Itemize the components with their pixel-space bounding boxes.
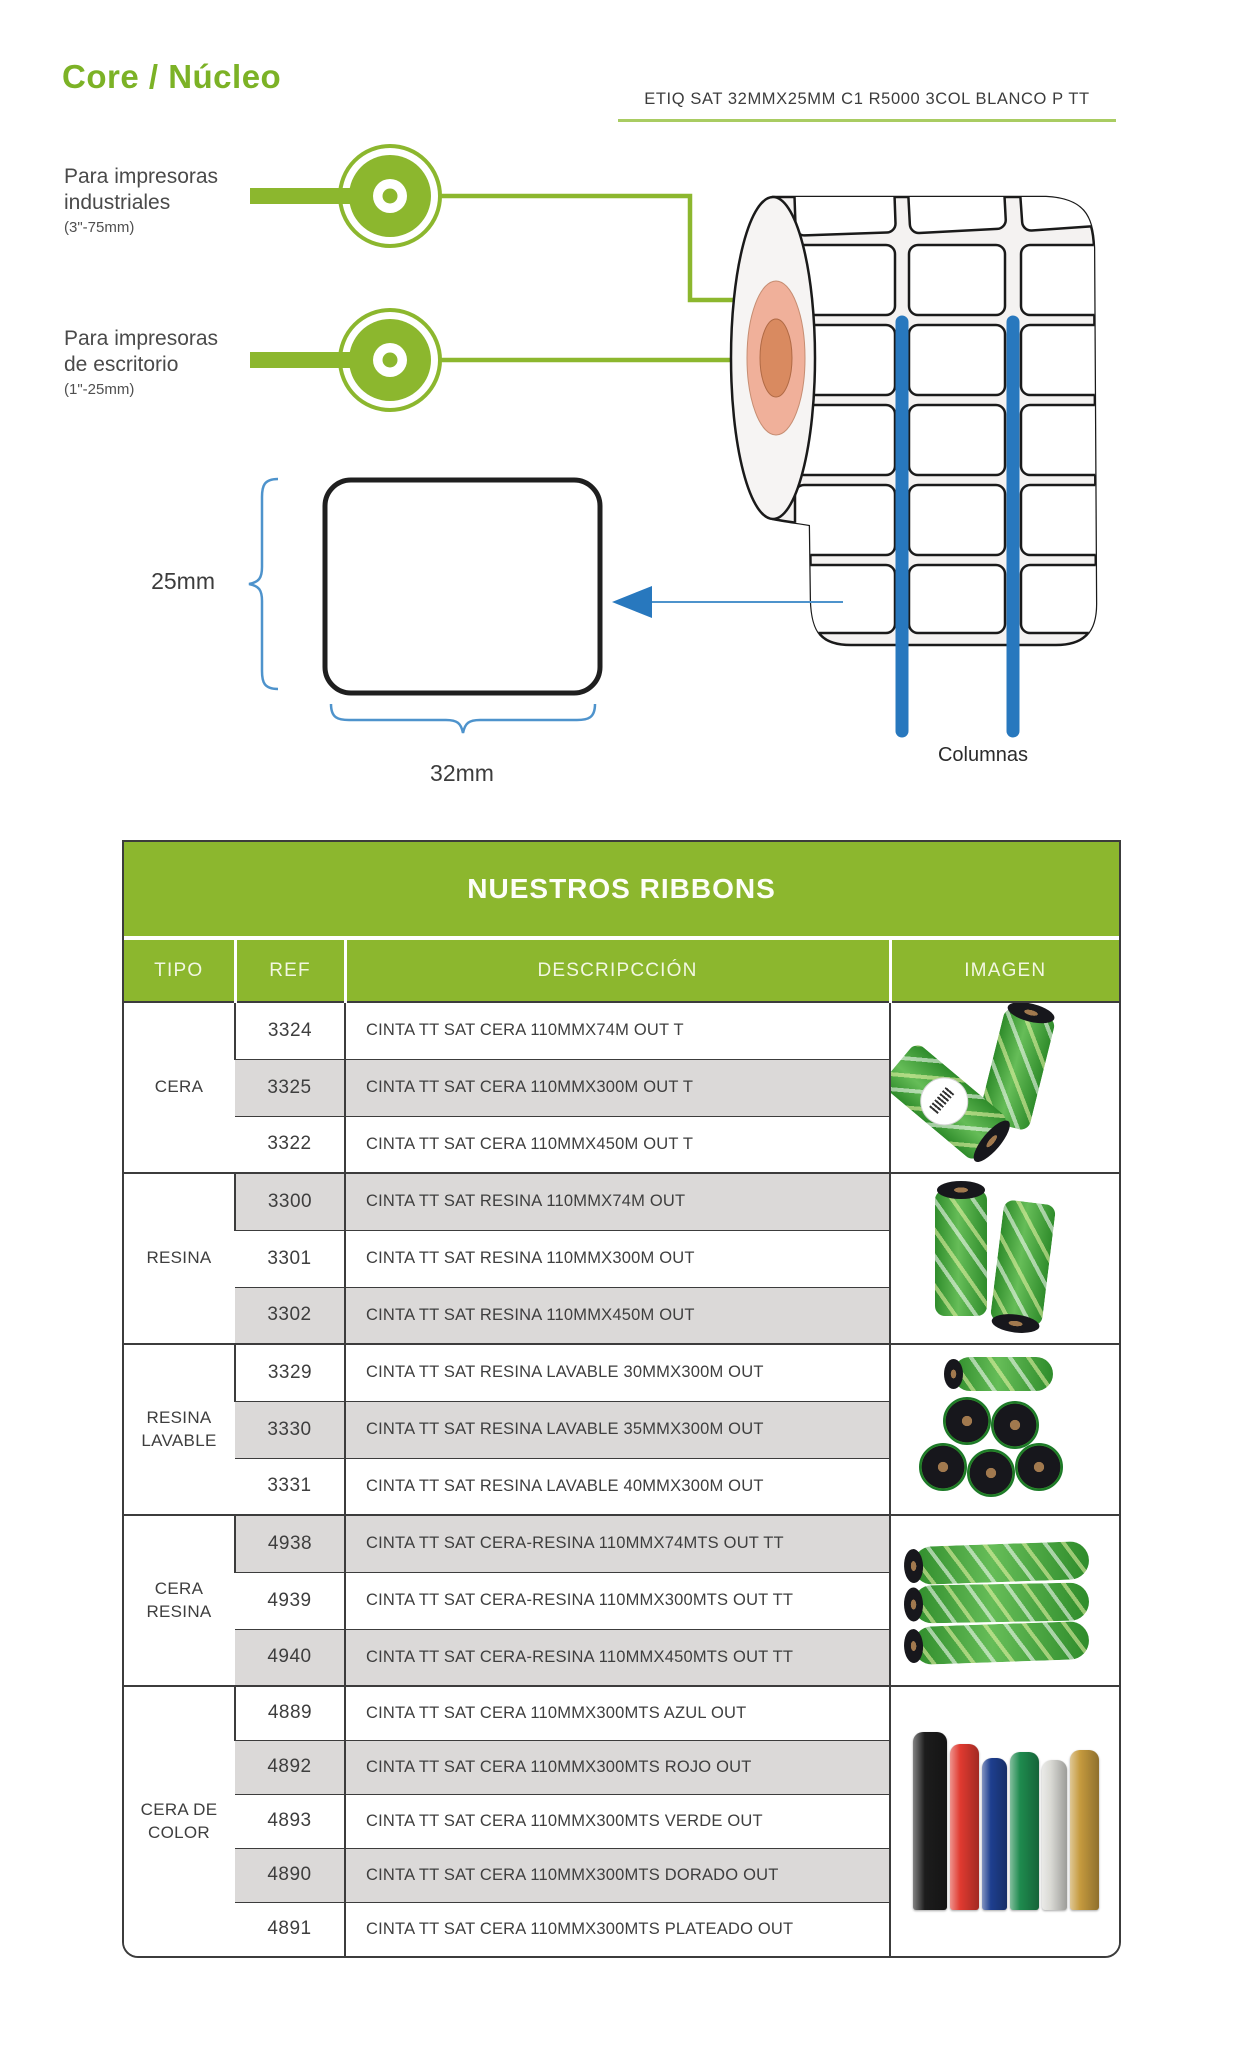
ribbon-roll — [990, 1199, 1056, 1326]
table-row — [124, 1002, 1119, 1059]
description-cell: CINTA TT SAT RESINA 110MMX450M OUT — [345, 1287, 890, 1344]
description-cell: CINTA TT SAT CERA-RESINA 110MMX74MTS OUT TT — [345, 1515, 890, 1572]
ref-cell: 3329 — [235, 1344, 345, 1401]
description-cell: CINTA TT SAT CERA 110MMX300MTS VERDE OUT — [345, 1794, 890, 1848]
cera-resina-rolls-photo — [891, 1516, 1119, 1685]
col-header-descripccion: DESCRIPCCIÓN — [345, 938, 890, 1002]
ref-cell: 3331 — [235, 1458, 345, 1515]
color-ribbon-cylinder — [982, 1758, 1007, 1910]
ref-cell: 4939 — [235, 1572, 345, 1629]
ribbons-table — [122, 840, 1121, 1958]
sample-label-outline — [325, 480, 600, 693]
unwind-arrow-icon — [612, 586, 843, 618]
width-brace — [331, 704, 595, 733]
ref-cell: 3330 — [235, 1401, 345, 1458]
tipo-group-cell: RESINA LAVABLE — [124, 1344, 235, 1515]
desktop-line1: Para impresoras — [64, 327, 219, 350]
desktop-line2: de escritorio — [64, 353, 179, 376]
imagen-cell — [890, 1173, 1119, 1344]
ribbon-roll-face — [943, 1397, 991, 1445]
color-ribbon-cylinder — [950, 1744, 979, 1910]
ref-cell: 3301 — [235, 1230, 345, 1287]
description-cell: CINTA TT SAT CERA 110MMX300MTS DORADO OUT — [345, 1848, 890, 1902]
industrial-size: (3"-75mm) — [64, 219, 135, 236]
description-cell: CINTA TT SAT CERA 110MMX74M OUT T — [345, 1002, 890, 1059]
ref-cell: 4889 — [235, 1686, 345, 1740]
product-code-header: ETIQ SAT 32MMX25MM C1 R5000 3COL BLANCO P TT — [644, 90, 1090, 108]
description-cell: CINTA TT SAT RESINA 110MMX74M OUT — [345, 1173, 890, 1230]
col-header-imagen: IMAGEN — [890, 938, 1119, 1002]
ref-cell: 4940 — [235, 1629, 345, 1686]
label-width-dimension: 32mm — [430, 760, 494, 786]
core-roll-diagram — [0, 0, 1240, 820]
table-header-row — [124, 938, 1119, 1002]
industrial-core-icon — [340, 146, 440, 246]
industrial-line2: industriales — [64, 191, 171, 214]
ref-cell: 4891 — [235, 1902, 345, 1956]
label-height-dimension: 25mm — [151, 568, 215, 594]
description-cell: CINTA TT SAT CERA 110MMX450M OUT T — [345, 1116, 890, 1173]
color-ribbon-cylinder — [1042, 1760, 1067, 1910]
description-cell: CINTA TT SAT CERA 110MMX300MTS PLATEADO OUT — [345, 1902, 890, 1956]
table-title: NUESTROS RIBBONS — [124, 842, 1119, 938]
description-cell: CINTA TT SAT CERA-RESINA 110MMX300MTS OUT TT — [345, 1572, 890, 1629]
industrial-line1: Para impresoras — [64, 165, 219, 188]
ribbon-roll — [935, 1190, 987, 1316]
color-ribbons-photo — [891, 1687, 1119, 1956]
page-title: Core / Núcleo — [62, 58, 282, 95]
tipo-group-cell: CERA DE COLOR — [124, 1686, 235, 1956]
tipo-group-cell: RESINA — [124, 1173, 235, 1344]
col-header-tipo: TIPO — [124, 938, 235, 1002]
cera-ribbon-rolls-photo — [891, 1003, 1119, 1172]
ribbon-roll — [953, 1357, 1053, 1391]
ref-cell: 3300 — [235, 1173, 345, 1230]
table-row — [124, 1173, 1119, 1230]
label-grid — [794, 177, 1112, 633]
imagen-cell — [890, 1515, 1119, 1686]
description-cell: CINTA TT SAT RESINA LAVABLE 35MMX300M OUT — [345, 1401, 890, 1458]
description-cell: CINTA TT SAT CERA-RESINA 110MMX450MTS OUT TT — [345, 1629, 890, 1686]
color-ribbon-cylinder — [1010, 1752, 1039, 1910]
resina-lavable-rolls-photo — [891, 1345, 1119, 1514]
ribbon-roll-face — [1015, 1443, 1063, 1491]
roll-label-sticker — [910, 1068, 978, 1136]
color-ribbon-cylinder — [1070, 1750, 1099, 1910]
table-title-row — [124, 842, 1119, 938]
ref-cell: 3302 — [235, 1287, 345, 1344]
ref-cell: 4893 — [235, 1794, 345, 1848]
description-cell: CINTA TT SAT CERA 110MMX300MTS ROJO OUT — [345, 1740, 890, 1794]
roll-core-inner — [760, 319, 792, 397]
color-ribbon-cylinder — [913, 1732, 947, 1910]
imagen-cell — [890, 1002, 1119, 1173]
tipo-group-cell: CERA RESINA — [124, 1515, 235, 1686]
description-cell: CINTA TT SAT RESINA LAVABLE 40MMX300M OUT — [345, 1458, 890, 1515]
tipo-group-cell: CERA — [124, 1002, 235, 1173]
ribbon-roll-face — [991, 1401, 1039, 1449]
desktop-size: (1"-25mm) — [64, 381, 135, 398]
ribbons-table-body — [124, 1002, 1119, 1956]
ref-cell: 3324 — [235, 1002, 345, 1059]
desktop-core-icon — [340, 310, 440, 410]
ribbon-roll-face — [919, 1443, 967, 1491]
col-header-ref: REF — [235, 938, 345, 1002]
imagen-cell — [890, 1344, 1119, 1515]
label-roll-illustration — [731, 177, 1113, 731]
resina-ribbon-rolls-photo — [891, 1174, 1119, 1343]
ref-cell: 4938 — [235, 1515, 345, 1572]
imagen-cell — [890, 1686, 1119, 1956]
columns-label: Columnas — [937, 744, 1029, 766]
description-cell: CINTA TT SAT CERA 110MMX300M OUT T — [345, 1059, 890, 1116]
description-cell: CINTA TT SAT RESINA 110MMX300M OUT — [345, 1230, 890, 1287]
ref-cell: 3322 — [235, 1116, 345, 1173]
ref-cell: 3325 — [235, 1059, 345, 1116]
ribbon-roll — [912, 1541, 1089, 1585]
description-cell: CINTA TT SAT CERA 110MMX300MTS AZUL OUT — [345, 1686, 890, 1740]
description-cell: CINTA TT SAT RESINA LAVABLE 30MMX300M OUT — [345, 1344, 890, 1401]
height-brace — [249, 479, 278, 689]
industrial-core-pointer-line — [440, 196, 757, 300]
ribbon-roll — [912, 1621, 1089, 1665]
table-row — [124, 1515, 1119, 1572]
ribbon-roll — [913, 1582, 1090, 1623]
table-row — [124, 1686, 1119, 1740]
table-row — [124, 1344, 1119, 1401]
ribbon-roll-face — [967, 1449, 1015, 1497]
ref-cell: 4890 — [235, 1848, 345, 1902]
ref-cell: 4892 — [235, 1740, 345, 1794]
